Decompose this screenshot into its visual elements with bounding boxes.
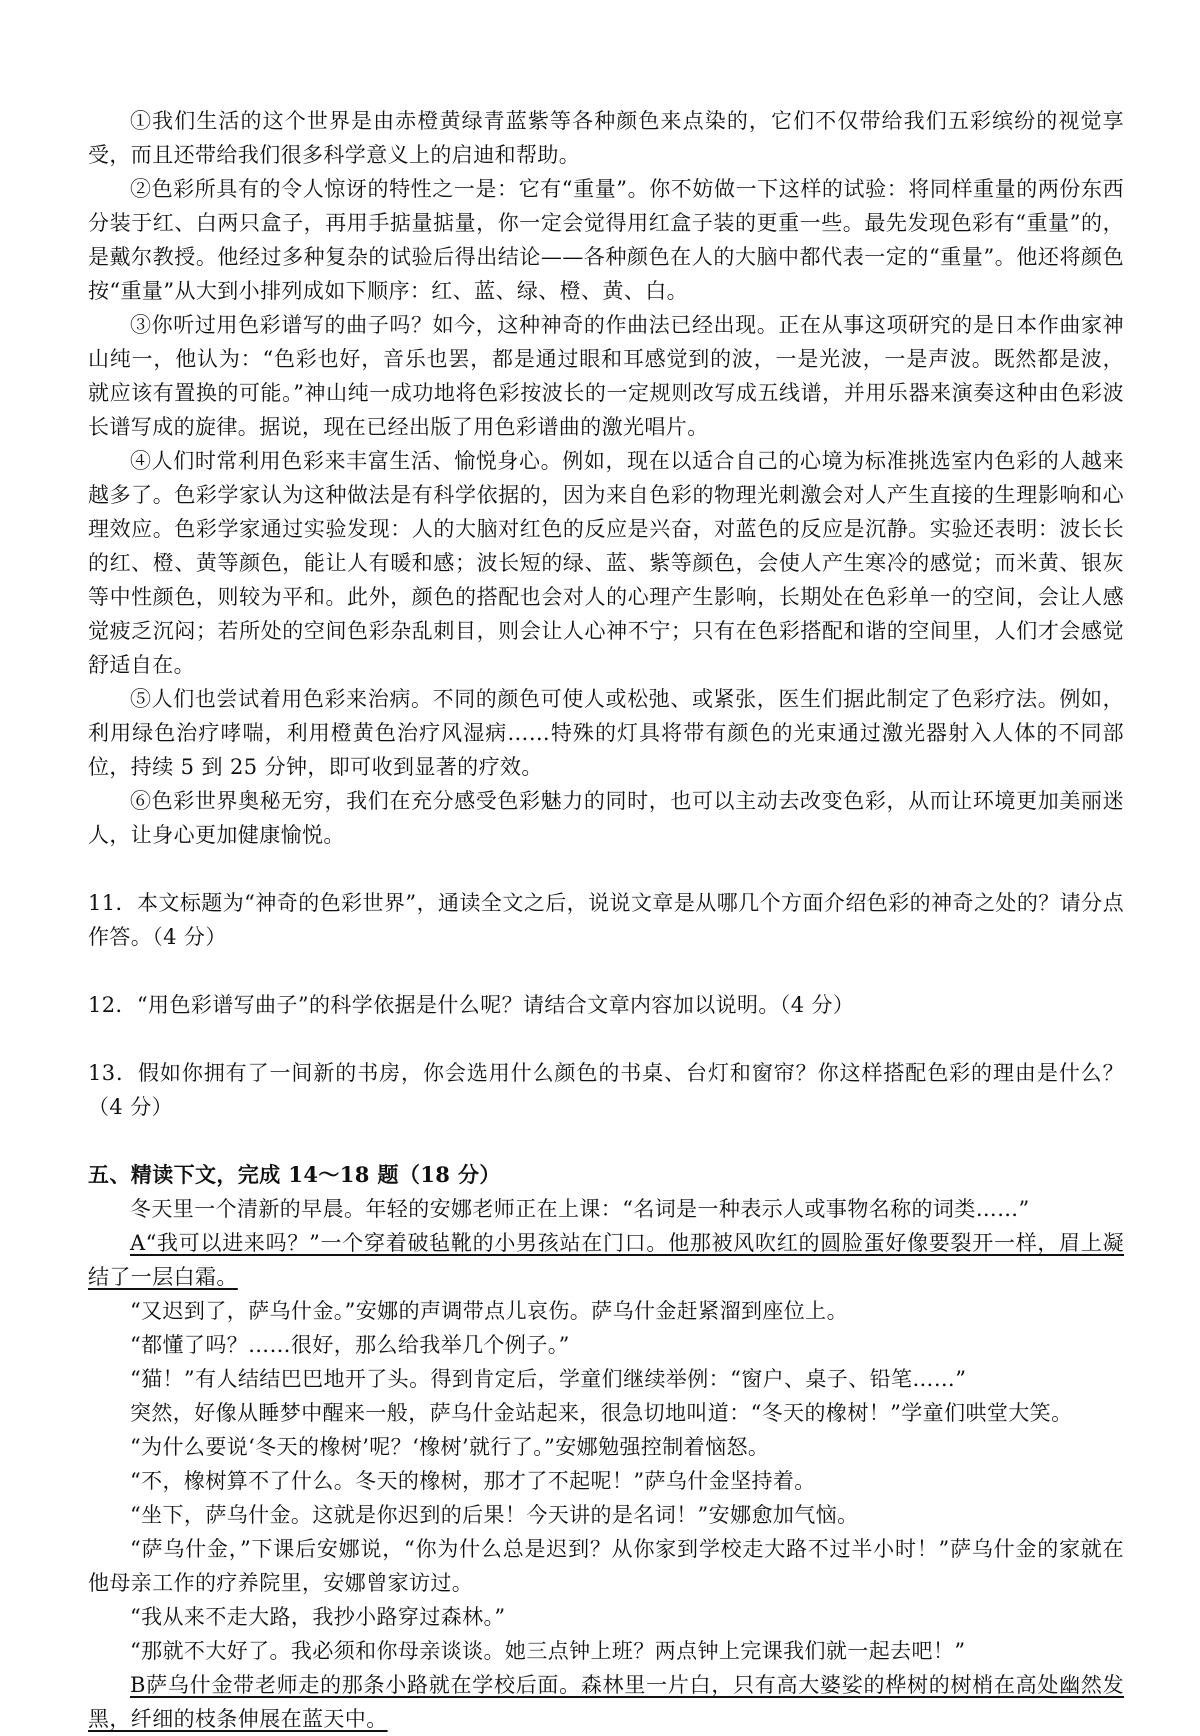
story-line-B <box>88 1668 1124 1736</box>
story-line-4: “都懂了吗？……很好，那么给我举几个例子。” <box>130 1333 570 1357</box>
story-line-6: 突然，好像从睡梦中醒来一般，萨乌什金站起来，很急切地叫道：“冬天的橡树！”学童们哄堂大笑。 <box>130 1401 1073 1425</box>
underlined-passage-B: B萨乌什金带老师走的那条小路就在学校后面。森林里一片白，只有高大婆娑的桦树的树梢在高处幽然发黑，纤细的枝条伸展在蓝天中。 <box>88 1673 1124 1731</box>
story-line-8: “不，橡树算不了什么。冬天的橡树，那才了不起呢！”萨乌什金坚持着。 <box>130 1469 816 1493</box>
story-line-A <box>88 1226 1124 1294</box>
story-line-7: “为什么要说‘冬天的橡树’呢？‘橡树’就行了。”安娜勉强控制着恼怒。 <box>130 1435 770 1459</box>
spacer <box>88 1022 1124 1056</box>
article-paragraph-5: ⑤人们也尝试着用色彩来治病。不同的颜色可使人或松弛、或紧张，医生们据此制定了色彩疗法。例如，利用绿色治疗哮喘，利用橙黄色治疗风湿病……特殊的灯具将带有颜色的光束通过激光器射入人体的不同部位，持续 5 到 25 分钟，即可收到显著的疗效。 <box>88 687 1124 779</box>
article-paragraph-4: ④人们时常利用色彩来丰富生活、愉悦身心。例如，现在以适合自己的心境为标准挑选室内色彩的人越来越多了。色彩学家认为这种做法是有科学依据的，因为来自色彩的物理光刺激会对人产生直接的生理影响和心理效应。色彩学家通过实验发现：人的大脑对红色的反应是兴奋，对蓝色的反应是沉静。实验还表明：波长长的红、橙、黄等颜色，能让人有暖和感；波长短的绿、蓝、紫等颜色，会使人产生寒冷的感觉；而米黄、银灰等中性颜色，则较为平和。此外，颜色的搭配也会对人的心理产生影响，长期处在色彩单一的空间，会让人感觉疲乏沉闷；若所处的空间色彩杂乱刺目，则会让人心神不宁；只有在色彩搭配和谐的空间里，人们才会感觉舒适自在。 <box>88 449 1124 677</box>
exam-page <box>88 104 1124 1736</box>
story-line-5: “猫！”有人结结巴巴地开了头。得到肯定后，学童们继续举例：“窗户、桌子、铅笔……” <box>130 1367 967 1391</box>
underlined-passage-A: A“我可以进来吗？”一个穿着破毡靴的小男孩站在门口。他那被风吹红的圆脸蛋好像要裂开一样，眉上凝结了一层白霜。 <box>88 1231 1124 1289</box>
article-paragraph-6: ⑥色彩世界奥秘无穷，我们在充分感受色彩魅力的同时，也可以主动去改变色彩，从而让环境更加美丽迷人，让身心更加健康愉悦。 <box>88 789 1124 847</box>
spacer <box>88 1124 1124 1158</box>
story-line-10: “萨乌什金，”下课后安娜说，“你为什么总是迟到？从你家到学校走大路不过半小时！”萨乌什金的家就在他母亲工作的疗养院里，安娜曾家访过。 <box>88 1537 1124 1595</box>
article-paragraph-2: ②色彩所具有的令人惊讶的特性之一是：它有“重量”。你不妨做一下这样的试验：将同样重量的两份东西分装于红、白两只盒子，再用手掂量掂量，你一定会觉得用红盒子装的更重一些。最先发现色彩有“重量”的，是戴尔教授。他经过多种复杂的试验后得出结论——各种颜色在人的大脑中都代表一定的“重量”。他还将颜色按“重量”从大到小排列成如下顺序：红、蓝、绿、橙、黄、白。 <box>88 177 1124 303</box>
section-5-heading: 五、精读下文，完成 14～18 题（18 分） <box>88 1162 501 1187</box>
question-12: 12．“用色彩谱写曲子”的科学依据是什么呢？请结合文章内容加以说明。（4 分） <box>88 993 855 1017</box>
question-11: 11．本文标题为“神奇的色彩世界”，通读全文之后，说说文章是从哪几个方面介绍色彩的神奇之处的？请分点作答。（4 分） <box>88 891 1124 949</box>
story-line-9: “坐下，萨乌什金。这就是你迟到的后果！今天讲的是名词！”安娜愈加气恼。 <box>130 1503 859 1527</box>
spacer <box>88 852 1124 886</box>
article-paragraph-3: ③你听过用色彩谱写的曲子吗？如今，这种神奇的作曲法已经出现。正在从事这项研究的是日本作曲家神山纯一，他认为：“色彩也好，音乐也罢，都是通过眼和耳感觉到的波，一是光波，一是声波。既然都是波，就应该有置换的可能。”神山纯一成功地将色彩按波长的一定规则改写成五线谱，并用乐器来演奏这种由色彩波长谱写成的旋律。据说，现在已经出版了用色彩谱曲的激光唱片。 <box>88 313 1124 439</box>
story-line-1: 冬天里一个清新的早晨。年轻的安娜老师正在上课：“名词是一种表示人或事物名称的词类……” <box>130 1197 1030 1221</box>
story-line-11: “我从来不走大路，我抄小路穿过森林。” <box>130 1605 506 1629</box>
story-line-3: “又迟到了，萨乌什金。”安娜的声调带点儿哀伤。萨乌什金赶紧溜到座位上。 <box>130 1299 848 1323</box>
question-13: 13．假如你拥有了一间新的书房，你会选用什么颜色的书桌、台灯和窗帘？你这样搭配色彩的理由是什么？（4 分） <box>88 1061 1124 1119</box>
story-line-12: “那就不大好了。我必须和你母亲谈谈。她三点钟上班？两点钟上完课我们就一起去吧！” <box>130 1639 966 1663</box>
spacer <box>88 954 1124 988</box>
article-paragraph-1: ①我们生活的这个世界是由赤橙黄绿青蓝紫等各种颜色来点染的，它们不仅带给我们五彩缤纷的视觉享受，而且还带给我们很多科学意义上的启迪和帮助。 <box>88 109 1124 167</box>
